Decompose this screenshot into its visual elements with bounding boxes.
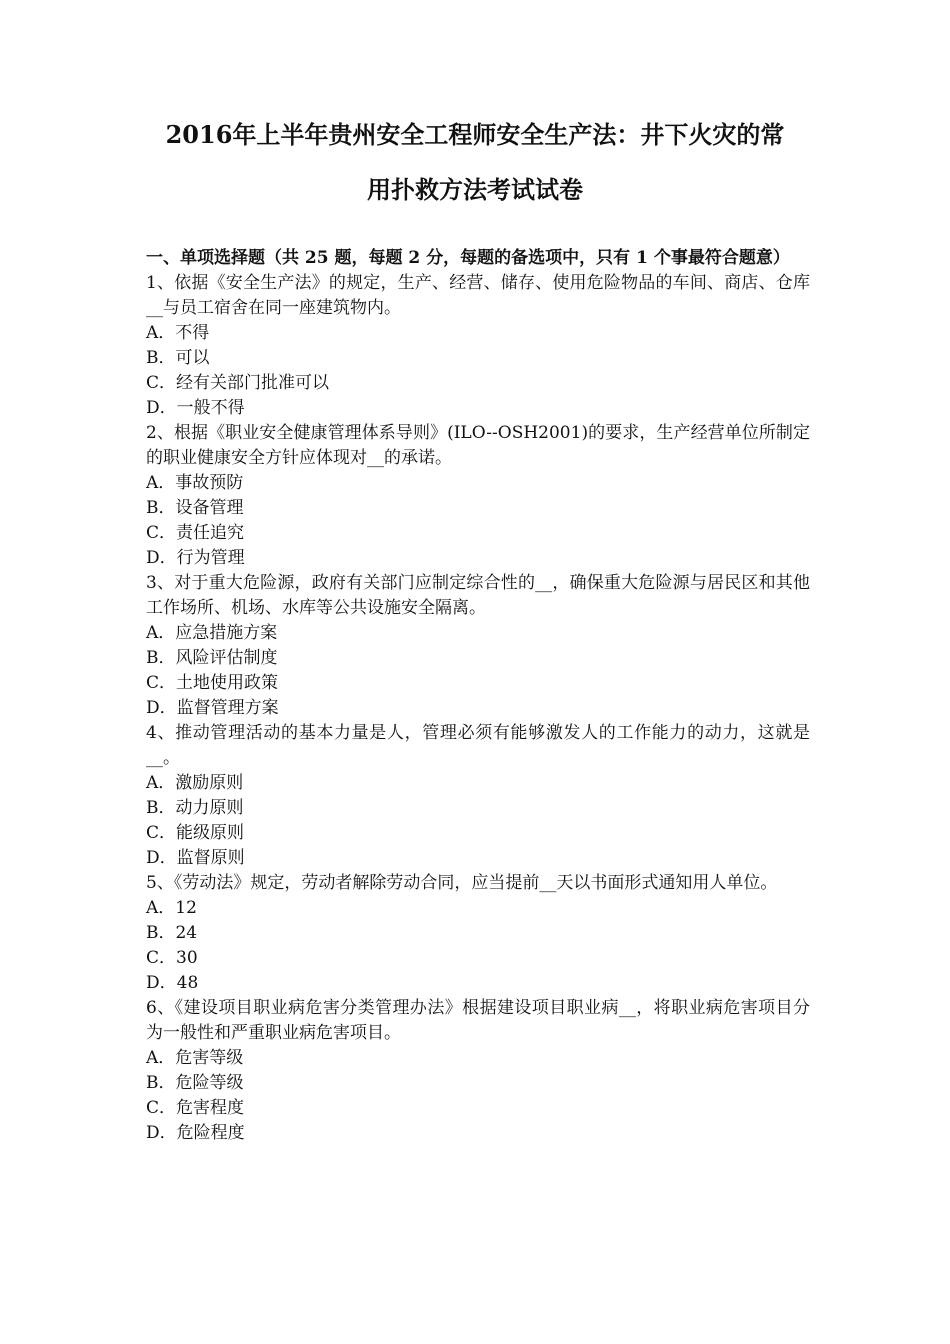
question-text: 5、《劳动法》规定，劳动者解除劳动合同，应当提前__天以书面形式通知用人单位。 <box>146 873 778 893</box>
option-b: B．设备管理 <box>146 498 244 518</box>
option-b: B．24 <box>146 923 198 943</box>
option-a: A．激励原则 <box>146 773 244 793</box>
option-d: D．监督原则 <box>146 848 245 868</box>
document-title-line-2: 用扑救方法考试试卷 <box>367 175 583 204</box>
question-text: 1、依据《安全生产法》的规定，生产、经营、储存、使用危险物品的车间、商店、仓库__与员工宿舍在同一座建筑物内。 <box>146 273 810 318</box>
option-a: A．不得 <box>146 323 210 343</box>
option-b: B．危险等级 <box>146 1073 244 1093</box>
option-c: C．责任追究 <box>146 523 245 543</box>
question-6 <box>146 996 810 1146</box>
document-title-line-1: 2016年上半年贵州安全工程师安全生产法：井下火灾的常 <box>165 120 785 149</box>
option-a: A．12 <box>146 898 197 918</box>
question-text: 3、对于重大危险源，政府有关部门应制定综合性的__，确保重大危险源与居民区和其他工作场所、机场、水库等公共设施安全隔离。 <box>146 573 810 618</box>
option-d: D．行为管理 <box>146 548 245 568</box>
document-body <box>146 246 810 1146</box>
option-a: A．危害等级 <box>146 1048 244 1068</box>
option-d: D．48 <box>146 973 199 993</box>
option-d: D．危险程度 <box>146 1123 245 1143</box>
option-c: C．土地使用政策 <box>146 673 279 693</box>
option-c: C．危害程度 <box>146 1098 245 1118</box>
section-heading: 一、单项选择题（共 25 题，每题 2 分，每题的备选项中，只有 1 个事最符合题意） <box>146 248 790 268</box>
option-a: A．事故预防 <box>146 473 244 493</box>
question-text: 6、《建设项目职业病危害分类管理办法》根据建设项目职业病__，将职业病危害项目分为一般性和严重职业病危害项目。 <box>146 998 810 1043</box>
option-b: B．风险评估制度 <box>146 648 278 668</box>
question-text: 4、推动管理活动的基本力量是人，管理必须有能够激发人的工作能力的动力，这就是__。 <box>146 723 810 768</box>
option-c: C．经有关部门批准可以 <box>146 373 330 393</box>
question-4 <box>146 721 810 871</box>
question-2 <box>146 421 810 571</box>
option-a: A．应急措施方案 <box>146 623 278 643</box>
option-d: D．监督管理方案 <box>146 698 279 718</box>
option-c: C．30 <box>146 948 198 968</box>
option-d: D．一般不得 <box>146 398 245 418</box>
question-5 <box>146 871 810 996</box>
question-1 <box>146 271 810 421</box>
option-b: B．动力原则 <box>146 798 244 818</box>
option-b: B．可以 <box>146 348 210 368</box>
option-c: C．能级原则 <box>146 823 245 843</box>
question-3 <box>146 571 810 721</box>
question-text: 2、根据《职业安全健康管理体系导则》(ILO--OSH2001)的要求，生产经营单位所制定的职业健康安全方针应体现对__的承诺。 <box>146 423 810 468</box>
